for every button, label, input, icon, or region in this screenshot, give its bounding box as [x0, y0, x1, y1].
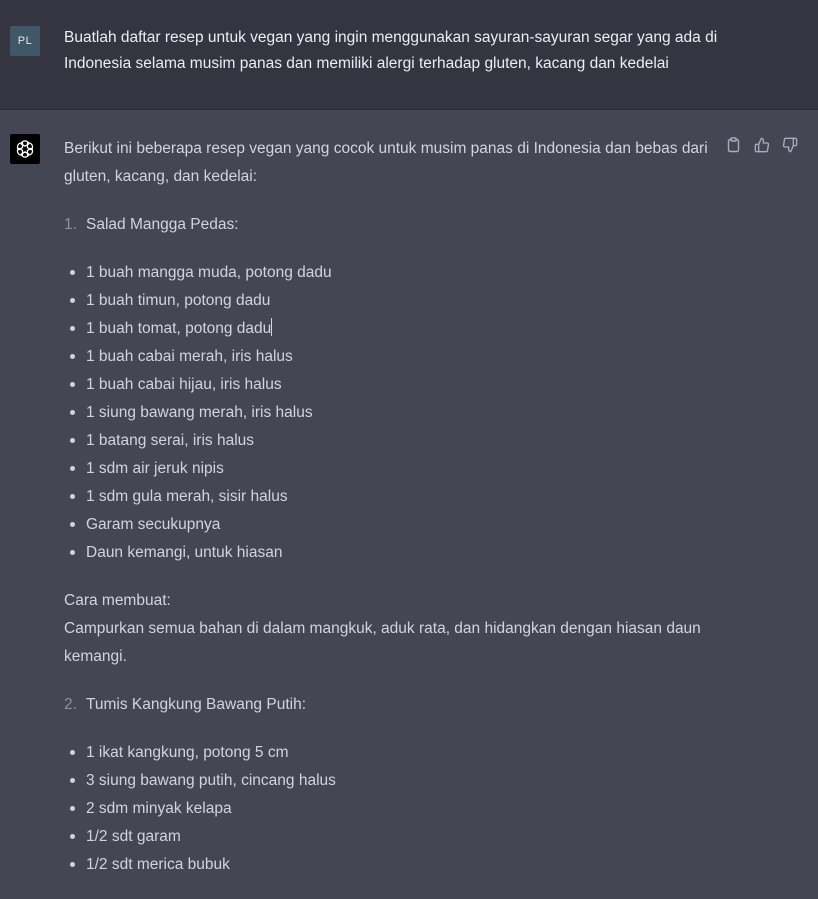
- recipe-title: Tumis Kangkung Bawang Putih:: [86, 696, 306, 713]
- message-actions: [725, 136, 798, 153]
- openai-logo-icon: [14, 138, 36, 160]
- list-item: 1 buah cabai hijau, iris halus: [64, 371, 724, 399]
- list-item: 1 buah mangga muda, potong dadu: [64, 259, 724, 287]
- thumbs-down-icon: [782, 137, 798, 153]
- recipe-title: Salad Mangga Pedas:: [86, 216, 239, 233]
- copy-button[interactable]: [725, 136, 742, 153]
- list-item: 1 ikat kangkung, potong 5 cm: [64, 739, 724, 767]
- list-item: Garam secukupnya: [64, 511, 724, 539]
- assistant-message-row: [0, 110, 818, 890]
- recipe-heading: [64, 691, 724, 719]
- ingredient-list: [64, 259, 724, 567]
- list-item-text: 1 buah tomat, potong dadu: [86, 320, 272, 337]
- assistant-avatar: [10, 134, 40, 164]
- recipe-heading: [64, 211, 724, 239]
- thumbs-down-button[interactable]: [781, 136, 798, 153]
- user-message-text: Buatlah daftar resep untuk vegan yang ingin menggunakan sayuran-sayuran segar yang ada di Indonesia selama musim panas dan memiliki alergi terhadap gluten, kacang dan kedelai: [64, 29, 718, 72]
- list-item: 1 sdm gula merah, sisir halus: [64, 483, 724, 511]
- text-cursor: [271, 318, 272, 336]
- method-label: Cara membuat:: [64, 592, 171, 609]
- list-item: 1 siung bawang merah, iris halus: [64, 399, 724, 427]
- recipe-number: 1.: [64, 216, 77, 233]
- list-item: 1 buah timun, potong dadu: [64, 287, 724, 315]
- user-avatar: PL: [10, 26, 40, 56]
- assistant-intro: Berikut ini beberapa resep vegan yang cocok untuk musim panas di Indonesia dan bebas dari gluten, kacang, dan kedelai:: [64, 140, 708, 185]
- list-item: 2 sdm minyak kelapa: [64, 795, 724, 823]
- list-item: [64, 315, 724, 343]
- thumbs-up-button[interactable]: [753, 136, 770, 153]
- assistant-message-content: [64, 135, 724, 899]
- list-item: 1 buah cabai merah, iris halus: [64, 343, 724, 371]
- list-item: 1 sdm air jeruk nipis: [64, 455, 724, 483]
- list-item: 1/2 sdt garam: [64, 823, 724, 851]
- ingredient-list: [64, 739, 724, 879]
- list-item: Daun kemangi, untuk hiasan: [64, 539, 724, 567]
- list-item: 1/2 sdt merica bubuk: [64, 851, 724, 879]
- list-item: 3 siung bawang putih, cincang halus: [64, 767, 724, 795]
- recipe-method: [64, 587, 724, 671]
- thumbs-up-icon: [754, 137, 770, 153]
- user-message-row: [0, 0, 818, 110]
- list-item: 1 batang serai, iris halus: [64, 427, 724, 455]
- recipe-number: 2.: [64, 696, 77, 713]
- copy-icon: [726, 137, 741, 153]
- method-text: Campurkan semua bahan di dalam mangkuk, aduk rata, dan hidangkan dengan hiasan daun kemangi.: [64, 620, 701, 665]
